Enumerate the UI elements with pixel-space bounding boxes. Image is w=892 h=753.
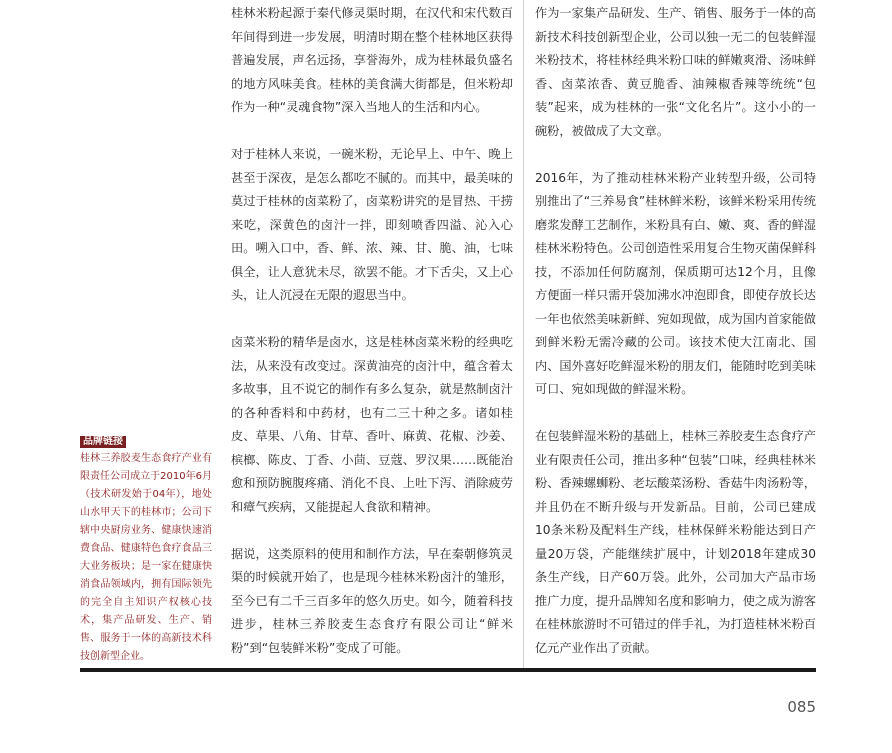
paragraph-lucai-flavor: 对于桂林人来说，一碗米粉，无论早上、中午、晚上甚至于深夜，是怎么都吃不腻的。而其中，最美味的莫过于桂林的卤菜粉了，卤菜粉讲究的是冒热、干捞来吃，深黄色的卤汁一拌，即刻喷香四溢、沁入心田。嗍入口中，香、鲜、浓、辣、甘、脆、油，七味俱全，让人意犹未尽，欲罢不能。才下舌尖，又上心头，让人沉浸在无限的遐思当中。 <box>231 147 513 302</box>
column-divider <box>523 0 524 668</box>
page-number: 085 <box>787 698 816 716</box>
paragraph-history: 据说，这类原料的使用和制作方法，早在秦朝修筑灵渠的时候就开始了，也是现今桂林米粉卤汁的雏形，至今已有二千三百多年的悠久历史。如今，随着科技进步，桂林三养胶麦生态食疗有限公司让“鲜米粉”到“包装鲜米粉”变成了可能。 <box>231 546 513 655</box>
paragraph-2016: 2016年，为了推动桂林米粉产业转型升级，公司特别推出了“三养易食”桂林鲜米粉，该鲜米粉采用传统磨浆发酵工艺制作，米粉具有白、嫩、爽、香的鲜湿桂林米粉特色。公司创造性采用复合生物灭菌保鲜科技，不添加任何防腐剂，保质期可达12个月，且像方便面一样只需开袋加沸水冲泡即食，即使存放长达一年也依然美味新鲜、宛如现做，成为国内首家能做到鲜米粉无需冷藏的公司。该技术使大江南北、国内、国外喜好吃鲜湿米粉的朋友们，能随时吃到美味可口、宛如现做的鲜湿米粉。 <box>535 170 816 396</box>
bottom-rule <box>80 668 816 672</box>
paragraph-brine: 卤菜米粉的精华是卤水，这是桂林卤菜米粉的经典吃法，从来没有改变过。深黄油亮的卤汁中，蕴含着太多故事，且不说它的制作有多么复杂，就是熬制卤汁的各种香料和中药材，也有二三十种之多。诸如桂皮、草果、八角、甘草、香叶、麻黄、花椒、沙姜、槟榔、陈皮、丁香、小茴、豆蔻、罗汉果……既能治愈和预防腕腹疼痛、消化不良、上吐下泻、消除疲劳和瘴气疾病，又能提起人食欲和精神。 <box>231 335 513 514</box>
paragraph-company: 作为一家集产品研发、生产、销售、服务于一体的高新技术科技创新型企业，公司以独一无二的包装鲜湿米粉技术，将桂林经典米粉口味的鲜嫩爽滑、汤味鲜香、卤菜浓香、黄豆脆香、油辣椒香辣等统统“包装”起来，成为桂林的一张“文化名片”。这小小的一碗粉，被做成了大文章。 <box>535 6 816 138</box>
article-column-middle <box>231 2 513 684</box>
article-column-right <box>535 2 816 684</box>
brand-link-tag: 品牌链接 <box>80 436 126 448</box>
paragraph-origin: 桂林米粉起源于秦代修灵渠时期，在汉代和宋代数百年间得到进一步发展，明清时期在整个桂林地区获得普遍发展，声名远扬，享誉海外，成为桂林最负盛名的地方风味美食。桂林的美食满大街都是，但米粉却作为一种“灵魂食物”深入当地人的生活和内心。 <box>231 6 513 114</box>
paragraph-products: 在包装鲜湿米粉的基础上，桂林三养胶麦生态食疗产业有限责任公司，推出多种“包装”口味，经典桂林米粉、香辣螺蛳粉、老坛酸菜汤粉、香菇牛肉汤粉等，并且仍在不断升级与开发新品。目前，公司已建成10条米粉及配料生产线，桂林保鲜米粉能达到日产量20万袋，产能继续扩展中，计划2018年建成30条生产线，日产60万袋。此外，公司加大产品市场推广力度，提升品牌知名度和影响力，使之成为游客在桂林旅游时不可错过的伴手礼，为打造桂林米粉百亿元产业作出了贡献。 <box>535 429 816 655</box>
brand-link-text: 桂林三养胶麦生态食疗产业有限责任公司成立于2010年6月（技术研发始于04年），地处山水甲天下的桂林市；公司下辖中央厨房业务、健康快速消费食品、健康特色食疗食品三大业务板块；是一家在健康快消食品领域内，拥有国际领先的完全自主知识产权核心技术，集产品研发、生产、销售、服务于一体的高新技术科技创新型企业。 <box>80 453 212 662</box>
brand-link-sidebar <box>80 429 212 666</box>
